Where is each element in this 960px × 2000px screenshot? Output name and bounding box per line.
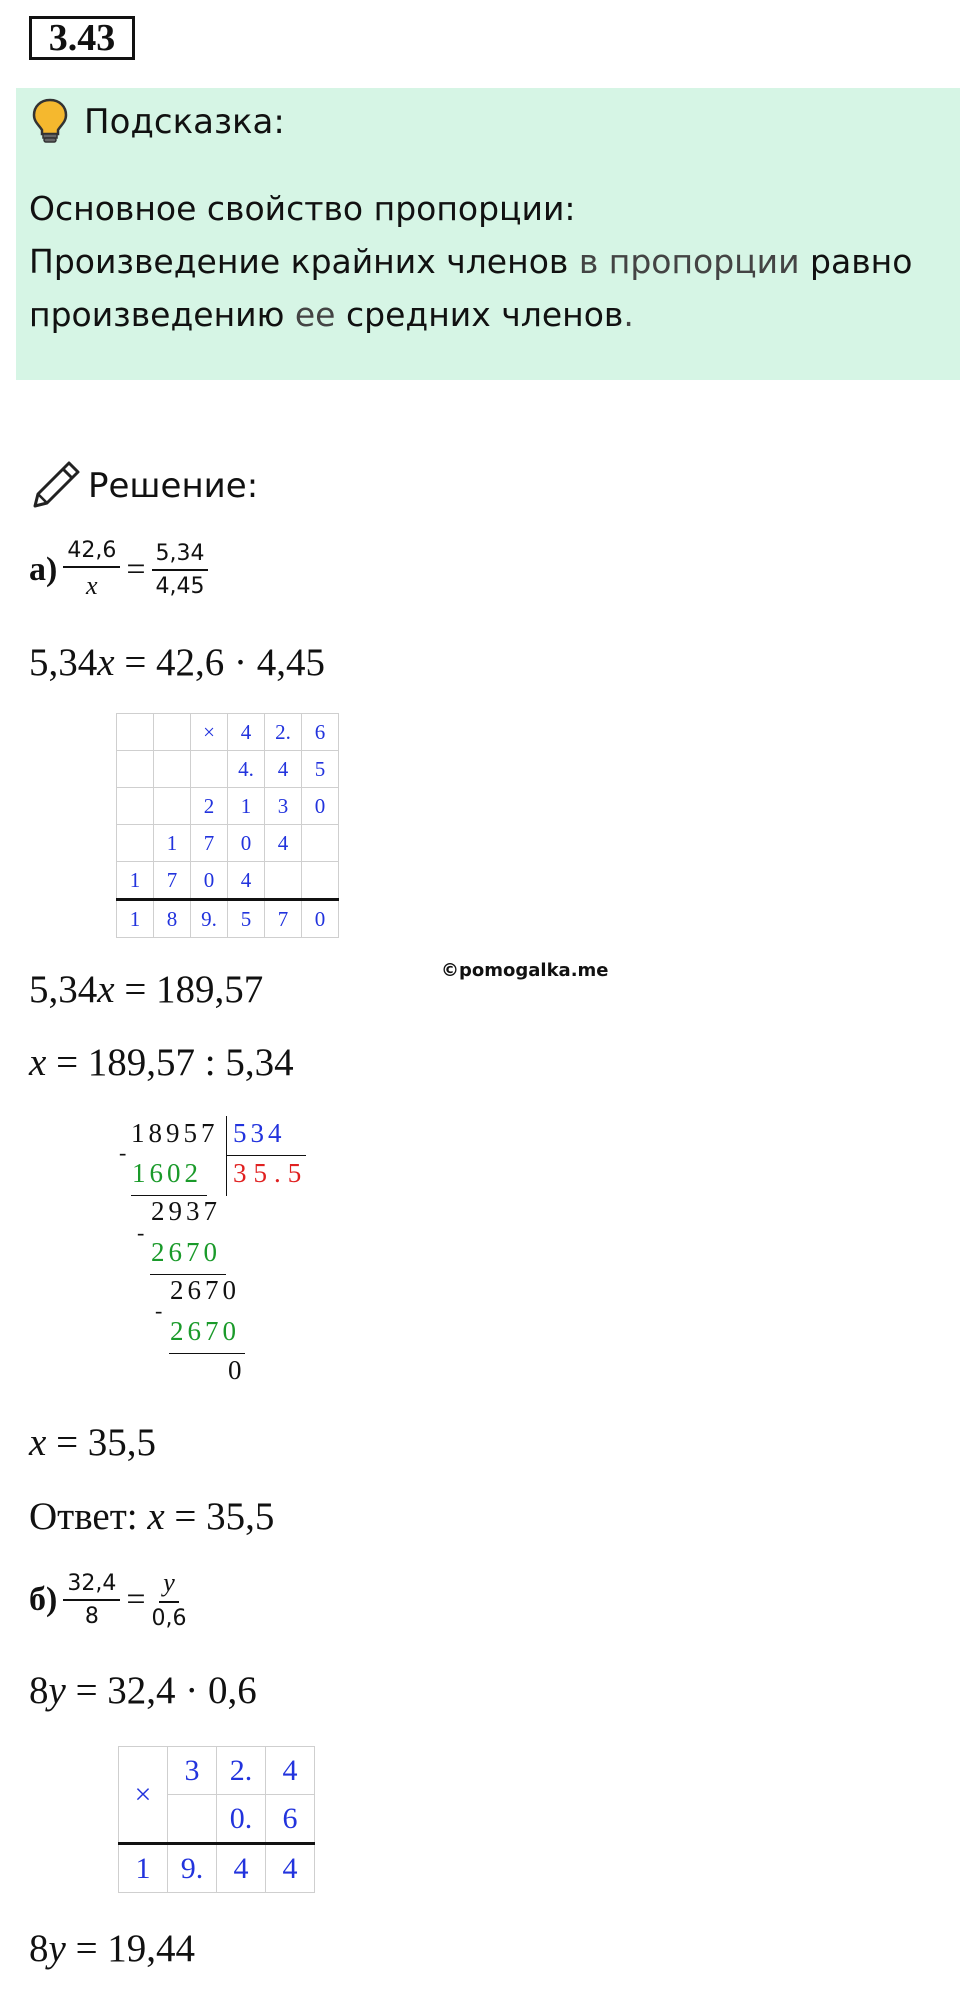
grid-row — [117, 825, 339, 862]
answer-var: x — [147, 1495, 165, 1538]
pencil-icon — [31, 458, 83, 510]
eq-var: x — [29, 1041, 47, 1084]
hint-bold-1: Произведение крайних членов — [29, 242, 569, 281]
eq-rhs: = 189,57 : 5,34 — [46, 1041, 294, 1084]
part-a-frac1-num: 42,6 — [63, 538, 120, 568]
grid-cell: 7 — [265, 900, 302, 938]
hint-line-3 — [29, 288, 949, 341]
grid-cell — [302, 862, 339, 900]
grid-cell: 6 — [266, 1795, 315, 1844]
division-remainder-2: 2670 — [170, 1275, 240, 1305]
part-a-multiplication-grid — [116, 713, 339, 938]
grid-cell: 8 — [154, 900, 191, 938]
part-a-equals: = — [126, 550, 146, 588]
part-b-frac2-num: y — [159, 1568, 179, 1603]
grid-cell: 4 — [265, 751, 302, 788]
grid-cell: 9. — [168, 1844, 217, 1893]
grid-cell: 5 — [302, 751, 339, 788]
grid-cell — [117, 751, 154, 788]
part-a-frac2-den: 4,45 — [155, 573, 205, 599]
grid-cell: 4. — [228, 751, 265, 788]
grid-cell: × — [119, 1747, 168, 1844]
grid-cell — [154, 751, 191, 788]
grid-cell: 3 — [265, 788, 302, 825]
division-divisor-line — [226, 1155, 306, 1156]
grid-row — [117, 714, 339, 751]
grid-row — [117, 900, 339, 938]
grid-row — [117, 862, 339, 900]
eq-var: y — [48, 1669, 66, 1712]
eq-var: x — [97, 641, 115, 684]
part-a-label: а) — [29, 550, 58, 588]
grid-cell: 2. — [265, 714, 302, 751]
grid-cell: 3 — [168, 1747, 217, 1795]
division-subtrahend-3: 2670 — [170, 1316, 240, 1346]
hint-line-1: Основное свойство пропорции: — [29, 189, 576, 228]
grid-cell: 4 — [228, 714, 265, 751]
eq-lhs: 8 — [29, 1669, 49, 1712]
part-b-fraction-1 — [63, 1571, 120, 1629]
task-number: 3.43 — [29, 16, 135, 60]
grid-row — [119, 1844, 315, 1893]
grid-cell: 9. — [191, 900, 228, 938]
eq-rhs: = 42,6 · 4,45 — [114, 641, 326, 684]
division-dividend: 18957 — [131, 1118, 219, 1148]
grid-cell: 0. — [217, 1795, 266, 1844]
grid-cell: 2 — [191, 788, 228, 825]
part-b-frac1-num: 32,4 — [63, 1571, 120, 1601]
grid-cell: × — [191, 714, 228, 751]
part-a-answer — [29, 1494, 274, 1539]
division-minus-3: - — [155, 1298, 167, 1323]
eq-var: y — [48, 1927, 66, 1970]
grid-cell — [302, 825, 339, 862]
part-a-frac1-den: x — [86, 571, 98, 600]
grid-cell: 0 — [228, 825, 265, 862]
part-b-fraction-2 — [152, 1568, 187, 1631]
watermark: ©pomogalka.me — [441, 960, 609, 981]
part-a-frac2-num: 5,34 — [152, 541, 209, 571]
part-b-equation-1 — [29, 1668, 257, 1713]
grid-cell: 1 — [117, 900, 154, 938]
eq-rhs: = 189,57 — [114, 968, 264, 1011]
eq-lhs: 5,34 — [29, 641, 98, 684]
grid-cell: 7 — [191, 825, 228, 862]
grid-cell: 4 — [266, 1844, 315, 1893]
grid-cell — [154, 788, 191, 825]
hint-thin-1: в пропорции — [568, 242, 811, 281]
grid-cell: 2. — [217, 1747, 266, 1795]
division-line-3 — [169, 1353, 245, 1354]
division-subtrahend-1: 1602 — [132, 1158, 202, 1188]
grid-cell: 0 — [302, 788, 339, 825]
division-final-remainder: 0 — [228, 1355, 246, 1385]
part-a-equation-3 — [29, 1040, 294, 1085]
grid-cell: 4 — [228, 862, 265, 900]
part-a-proportion — [29, 538, 208, 601]
eq-rhs: = 19,44 — [65, 1927, 196, 1970]
part-a-fraction-2 — [152, 541, 209, 599]
grid-row — [117, 751, 339, 788]
part-b-multiplication-grid — [118, 1746, 315, 1893]
eq-lhs: 5,34 — [29, 968, 98, 1011]
grid-cell: 1 — [117, 862, 154, 900]
grid-cell: 4 — [217, 1844, 266, 1893]
part-a-fraction-1 — [63, 538, 120, 601]
part-b-frac2-den: 0,6 — [151, 1606, 187, 1631]
grid-cell — [154, 714, 191, 751]
division-vertical-bar — [226, 1116, 227, 1196]
grid-cell — [191, 751, 228, 788]
eq-rhs: = 35,5 — [46, 1421, 157, 1464]
part-b-frac1-den: 8 — [84, 1603, 99, 1629]
grid-row — [119, 1747, 315, 1795]
solution-title: Решение: — [88, 466, 259, 506]
grid-cell: 0 — [191, 862, 228, 900]
division-divisor: 534 — [233, 1118, 286, 1148]
grid-cell: 1 — [119, 1844, 168, 1893]
grid-cell: 1 — [228, 788, 265, 825]
eq-rhs: = 32,4 · 0,6 — [65, 1669, 257, 1712]
grid-cell: 4 — [266, 1747, 315, 1795]
hint-bold-3: произведению — [29, 295, 285, 334]
grid-cell: 1 — [154, 825, 191, 862]
hint-line-2 — [29, 235, 949, 288]
hint-title: Подсказка: — [84, 102, 285, 142]
grid-cell — [117, 714, 154, 751]
division-minus-1: - — [119, 1140, 131, 1165]
division-subtrahend-2: 2670 — [151, 1237, 221, 1267]
part-b-equation-2 — [29, 1926, 195, 1971]
grid-cell — [117, 788, 154, 825]
part-a-result — [29, 1420, 156, 1465]
division-quotient: 35.5 — [233, 1158, 309, 1188]
eq-var: x — [97, 968, 115, 1011]
division-remainder-1: 2937 — [151, 1196, 221, 1226]
grid-cell: 7 — [154, 862, 191, 900]
grid-cell: 5 — [228, 900, 265, 938]
eq-lhs: 8 — [29, 1927, 49, 1970]
grid-cell — [265, 862, 302, 900]
hint-body — [29, 182, 949, 341]
grid-cell: 0 — [302, 900, 339, 938]
grid-cell: 4 — [265, 825, 302, 862]
eq-var: x — [29, 1421, 47, 1464]
part-b-proportion — [29, 1568, 187, 1631]
part-a-equation-1 — [29, 640, 325, 685]
answer-rhs: = 35,5 — [164, 1495, 275, 1538]
hint-bold-4: средних членов — [345, 295, 624, 334]
hint-thin-2: ее — [284, 295, 346, 334]
grid-cell — [168, 1795, 217, 1844]
division-minus-2: - — [137, 1220, 149, 1245]
grid-cell — [117, 825, 154, 862]
lightbulb-icon — [30, 97, 70, 145]
hint-period: . — [623, 295, 634, 334]
part-b-label: б) — [29, 1580, 58, 1618]
grid-row — [117, 788, 339, 825]
part-b-equals: = — [126, 1580, 146, 1618]
part-a-equation-2 — [29, 967, 263, 1012]
answer-prefix: Ответ: — [29, 1495, 148, 1538]
grid-cell: 6 — [302, 714, 339, 751]
hint-bold-2: равно — [810, 242, 913, 281]
